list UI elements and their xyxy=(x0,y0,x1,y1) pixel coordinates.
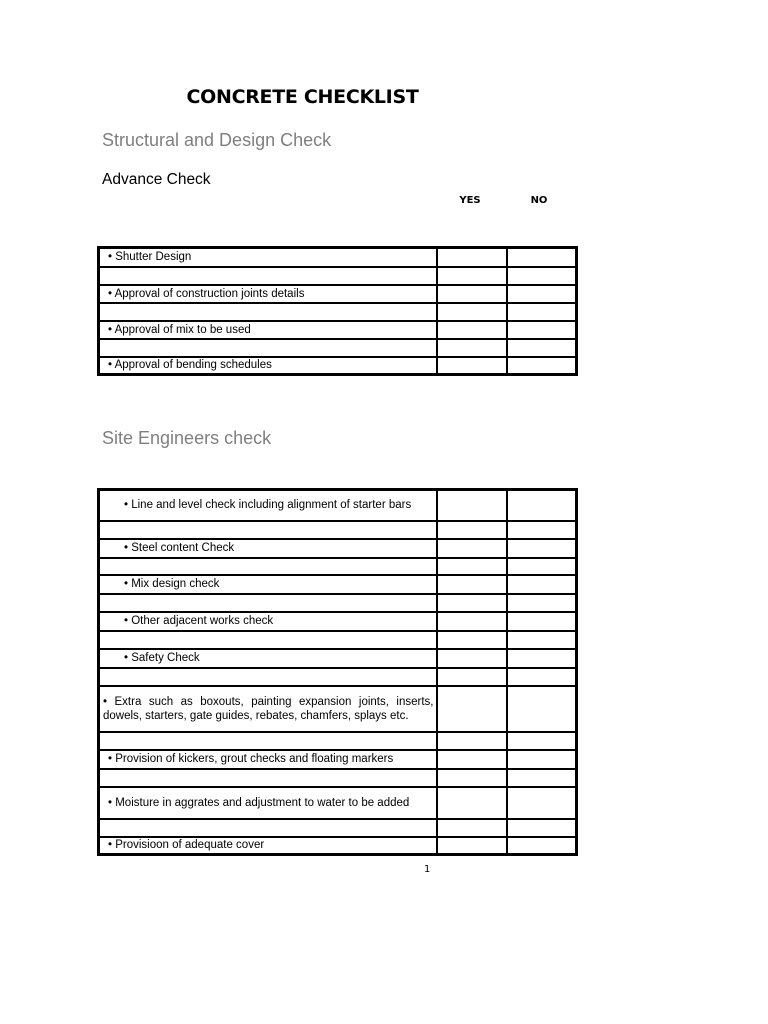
subheading-advance-check: Advance Check xyxy=(102,171,211,188)
empty-cell xyxy=(437,631,507,649)
spacer-row xyxy=(99,769,577,787)
yes-checkbox-cell[interactable] xyxy=(437,837,507,855)
checklist-item-label: • Approval of construction joints details xyxy=(99,285,437,303)
spacer-row xyxy=(99,558,577,575)
empty-cell xyxy=(507,631,577,649)
no-checkbox-cell[interactable] xyxy=(507,321,577,339)
yes-checkbox-cell[interactable] xyxy=(437,649,507,668)
no-checkbox-cell[interactable] xyxy=(507,490,577,521)
section-heading-site-engineers: Site Engineers check xyxy=(102,428,272,448)
no-checkbox-cell[interactable] xyxy=(507,649,577,668)
checklist-item-label: • Steel content Check xyxy=(99,539,437,558)
empty-cell xyxy=(99,732,437,750)
spacer-row xyxy=(99,819,577,837)
checklist-item-label: • Approval of mix to be used xyxy=(99,321,437,339)
no-checkbox-cell[interactable] xyxy=(507,787,577,819)
spacer-row xyxy=(99,267,577,285)
empty-cell xyxy=(437,732,507,750)
empty-cell xyxy=(437,769,507,787)
yes-checkbox-cell[interactable] xyxy=(437,321,507,339)
empty-cell xyxy=(437,668,507,686)
empty-cell xyxy=(99,339,437,357)
site-engineers-check-table xyxy=(97,488,578,856)
yes-checkbox-cell[interactable] xyxy=(437,357,507,375)
empty-cell xyxy=(99,303,437,321)
spacer-row xyxy=(99,594,577,612)
empty-cell xyxy=(99,668,437,686)
empty-cell xyxy=(437,594,507,612)
yes-checkbox-cell[interactable] xyxy=(437,575,507,594)
empty-cell xyxy=(507,521,577,539)
yes-checkbox-cell[interactable] xyxy=(437,285,507,303)
spacer-row xyxy=(99,303,577,321)
table-row xyxy=(99,490,577,521)
checklist-item-label: • Provisioon of adequate cover xyxy=(99,837,437,855)
page-number: 1 xyxy=(424,864,431,875)
table-row xyxy=(99,357,577,375)
empty-cell xyxy=(99,769,437,787)
table-row xyxy=(99,837,577,855)
table-row xyxy=(99,649,577,668)
spacer-row xyxy=(99,521,577,539)
empty-cell xyxy=(99,594,437,612)
checklist-item-label: • Provision of kickers, grout checks and floating markers xyxy=(99,750,437,769)
column-header-no: NO xyxy=(530,195,548,206)
no-checkbox-cell[interactable] xyxy=(507,357,577,375)
empty-cell xyxy=(507,594,577,612)
empty-cell xyxy=(99,267,437,285)
empty-cell xyxy=(437,339,507,357)
checklist-item-label: • Safety Check xyxy=(99,649,437,668)
empty-cell xyxy=(437,303,507,321)
empty-cell xyxy=(507,558,577,575)
table-row xyxy=(99,686,577,732)
table-row xyxy=(99,285,577,303)
yes-checkbox-cell[interactable] xyxy=(437,787,507,819)
no-checkbox-cell[interactable] xyxy=(507,539,577,558)
checklist-item-label: • Shutter Design xyxy=(99,248,437,267)
advance-check-table xyxy=(97,246,578,376)
checklist-item-label: • Line and level check including alignment of starter bars xyxy=(99,490,437,521)
no-checkbox-cell[interactable] xyxy=(507,837,577,855)
no-checkbox-cell[interactable] xyxy=(507,750,577,769)
spacer-row xyxy=(99,631,577,649)
checklist-item-label: • Approval of bending schedules xyxy=(99,357,437,375)
empty-cell xyxy=(507,769,577,787)
empty-cell xyxy=(507,339,577,357)
empty-cell xyxy=(437,558,507,575)
empty-cell xyxy=(99,819,437,837)
empty-cell xyxy=(99,631,437,649)
spacer-row xyxy=(99,668,577,686)
checklist-item-label: • Extra such as boxouts, painting expansion joints, inserts, dowels, starters, gate guides, rebates, chamfers, splays etc. xyxy=(99,686,437,732)
empty-cell xyxy=(99,521,437,539)
no-checkbox-cell[interactable] xyxy=(507,686,577,732)
spacer-row xyxy=(99,732,577,750)
checklist-item-label: • Moisture in aggrates and adjustment to water to be added xyxy=(99,787,437,819)
checklist-item-label: • Other adjacent works check xyxy=(99,612,437,631)
yes-checkbox-cell[interactable] xyxy=(437,612,507,631)
spacer-row xyxy=(99,339,577,357)
column-header-yes: YES xyxy=(459,195,481,206)
yes-checkbox-cell[interactable] xyxy=(437,248,507,267)
table-row xyxy=(99,321,577,339)
empty-cell xyxy=(507,819,577,837)
checklist-item-label: • Mix design check xyxy=(99,575,437,594)
yes-checkbox-cell[interactable] xyxy=(437,750,507,769)
table-row xyxy=(99,539,577,558)
yes-checkbox-cell[interactable] xyxy=(437,686,507,732)
table-row xyxy=(99,248,577,267)
document-title: CONCRETE CHECKLIST xyxy=(186,86,419,108)
empty-cell xyxy=(437,521,507,539)
table-row xyxy=(99,575,577,594)
no-checkbox-cell[interactable] xyxy=(507,285,577,303)
yes-checkbox-cell[interactable] xyxy=(437,490,507,521)
yes-checkbox-cell[interactable] xyxy=(437,539,507,558)
empty-cell xyxy=(507,267,577,285)
table-row xyxy=(99,787,577,819)
table-row xyxy=(99,612,577,631)
empty-cell xyxy=(437,267,507,285)
empty-cell xyxy=(507,668,577,686)
table-row xyxy=(99,750,577,769)
no-checkbox-cell[interactable] xyxy=(507,248,577,267)
empty-cell xyxy=(99,558,437,575)
empty-cell xyxy=(507,303,577,321)
section-heading-structural-design: Structural and Design Check xyxy=(102,130,332,150)
no-checkbox-cell[interactable] xyxy=(507,612,577,631)
no-checkbox-cell[interactable] xyxy=(507,575,577,594)
empty-cell xyxy=(437,819,507,837)
empty-cell xyxy=(507,732,577,750)
